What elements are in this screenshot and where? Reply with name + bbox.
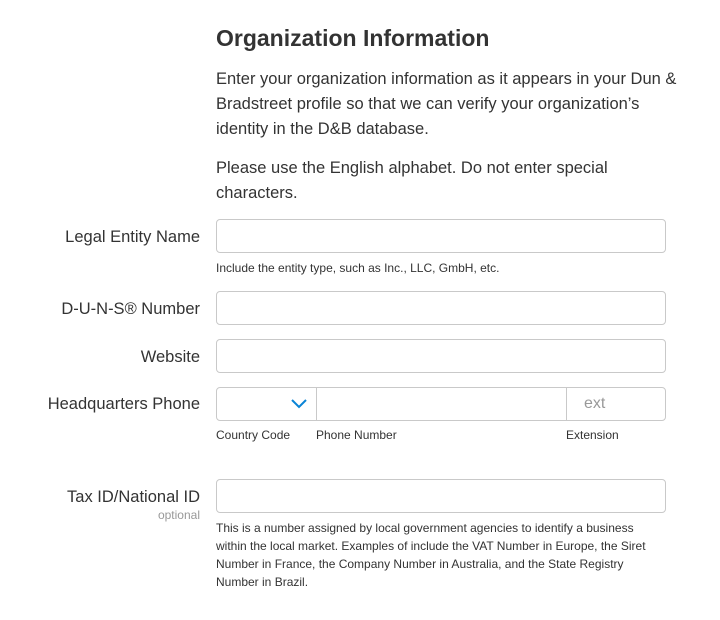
website-field[interactable] xyxy=(216,339,666,373)
extension-field[interactable]: ext xyxy=(584,395,606,412)
extension-caption: Extension xyxy=(566,428,619,442)
duns-input[interactable] xyxy=(217,292,665,324)
alphabet-note: Please use the English alphabet. Do not enter special characters. xyxy=(216,159,608,202)
tax-id-field[interactable] xyxy=(216,479,666,513)
website-input[interactable] xyxy=(217,340,665,372)
duns-field[interactable] xyxy=(216,291,666,325)
legal-entity-label: Legal Entity Name xyxy=(65,228,200,246)
chevron-down-icon xyxy=(290,398,308,410)
tax-id-optional: optional xyxy=(157,508,200,522)
phone-label: Headquarters Phone xyxy=(47,395,200,413)
duns-label: D-U-N-S® Number xyxy=(61,300,200,318)
country-code-caption: Country Code xyxy=(216,428,291,442)
page-title: Organization Information xyxy=(216,25,490,51)
website-label: Website xyxy=(140,348,200,366)
phone-group xyxy=(216,387,666,421)
country-code-select[interactable] xyxy=(217,388,317,420)
legal-entity-input[interactable] xyxy=(217,220,665,252)
legal-entity-field[interactable] xyxy=(216,219,666,253)
tax-id-hint: This is a number assigned by local government agencies to identify a business within the local market. Examples of include the VAT Number in Europe, the Siret Number in France, the Company Number in Australia, and the State Registry Number in Brazil. xyxy=(216,521,646,589)
phone-number-field[interactable] xyxy=(317,388,567,420)
phone-number-caption: Phone Number xyxy=(316,428,397,442)
tax-id-input[interactable] xyxy=(217,480,665,512)
tax-id-label: Tax ID/National ID xyxy=(67,488,200,506)
intro-text: Enter your organization information as it appears in your Dun & Bradstreet profile so that we can verify your organization’s identity in the D&B database. xyxy=(216,70,677,138)
legal-entity-hint: Include the entity type, such as Inc., LLC, GmbH, etc. xyxy=(216,261,500,275)
